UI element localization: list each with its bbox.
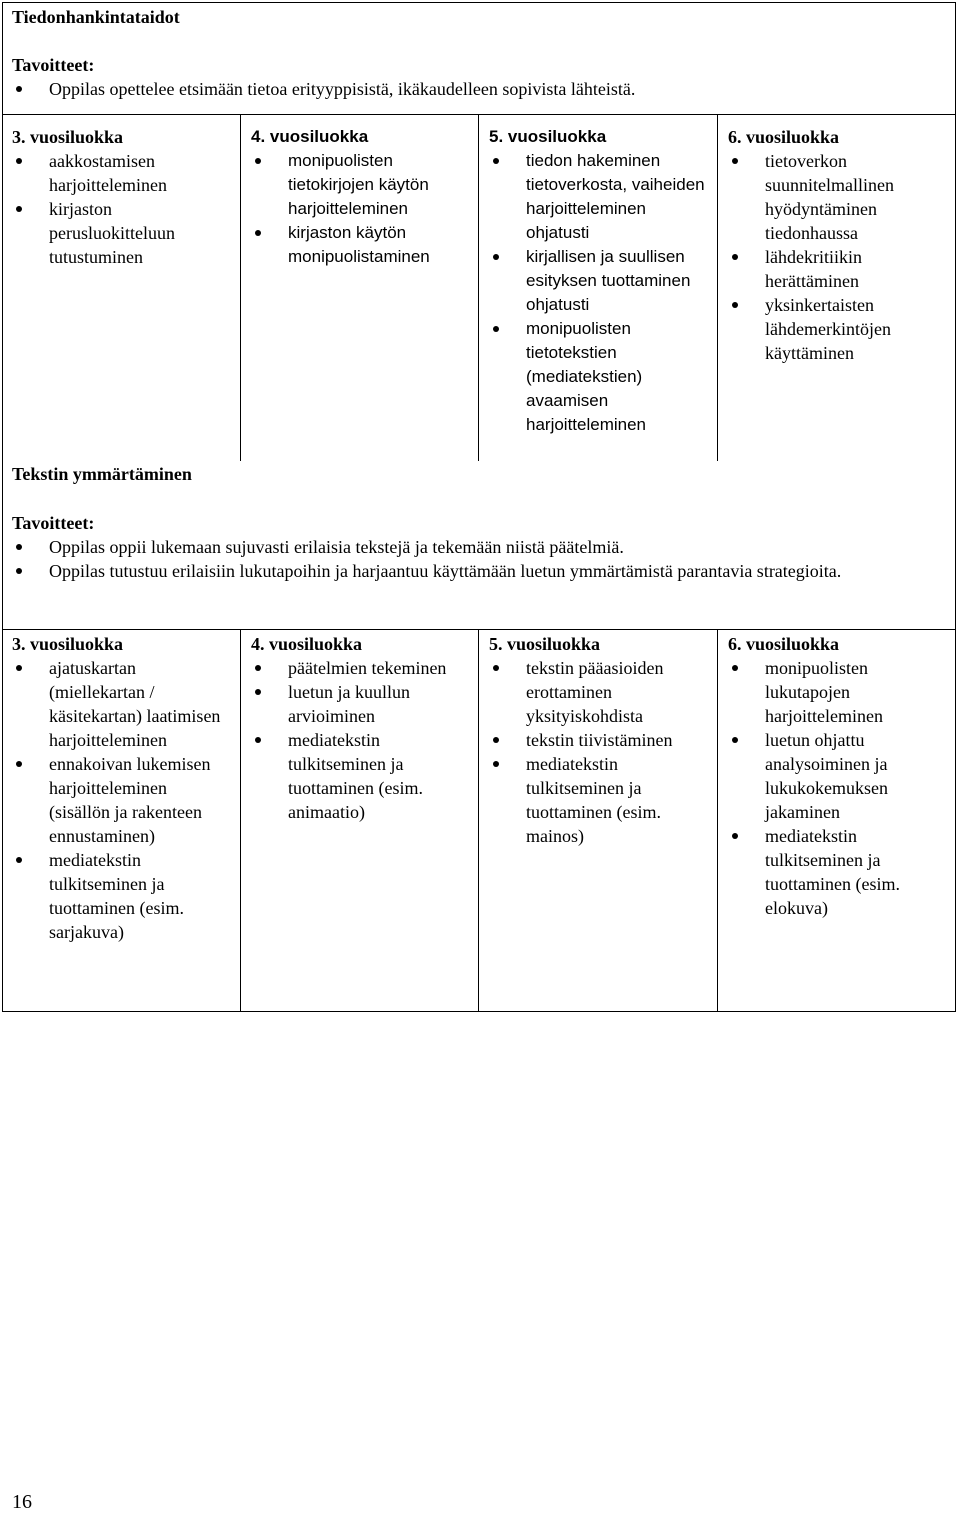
grade-column-6	[728, 125, 946, 365]
grade-label: 3. vuosiluokka	[12, 634, 124, 654]
goals-block	[12, 53, 910, 101]
column-divider	[717, 114, 718, 461]
grade-column-5	[489, 125, 707, 437]
grade-label: 5. vuosiluokka	[489, 127, 607, 146]
list-item: tietoverkon suunnitelmallinen hyödyntäminen tiedonhaussa	[728, 149, 946, 245]
list-item: kirjaston käytön monipuolistaminen	[251, 221, 469, 269]
grade-column-5	[489, 632, 707, 848]
grade-column-3	[12, 632, 230, 944]
list-item: tiedon hakeminen tietoverkosta, vaiheiden harjoitteleminen ohjatusti	[489, 149, 707, 245]
list-item: mediatekstin tulkitseminen ja tuottaminen (esim. elokuva)	[728, 824, 946, 920]
list-item: mediatekstin tulkitseminen ja tuottaminen (esim. animaatio)	[251, 728, 469, 824]
grade-label: 3. vuosiluokka	[12, 127, 124, 147]
divider	[2, 629, 956, 630]
list-item: kirjallisen ja suullisen esityksen tuottaminen ohjatusti	[489, 245, 707, 317]
column-divider	[717, 629, 718, 1012]
list-item: kirjaston perusluokitteluun tutustuminen	[12, 197, 230, 269]
section-title: Tiedonhankintataidot	[12, 7, 180, 27]
list-item: ennakoivan lukemisen harjoitteleminen (sisällön ja rakenteen ennustaminen)	[12, 752, 230, 848]
goals-heading: Tavoitteet:	[12, 55, 95, 75]
list-item: monipuolisten lukutapojen harjoitteleminen	[728, 656, 946, 728]
grade-column-4	[251, 125, 469, 269]
section-title: Tekstin ymmärtäminen	[12, 464, 192, 484]
grade-label: 6. vuosiluokka	[728, 634, 840, 654]
divider	[2, 114, 956, 115]
grade-label: 4. vuosiluokka	[251, 634, 363, 654]
goals-block	[12, 511, 910, 583]
grade-label: 4. vuosiluokka	[251, 127, 369, 146]
list-item: päätelmien tekeminen	[251, 656, 469, 680]
list-item: tekstin tiivistäminen	[489, 728, 707, 752]
column-divider	[478, 629, 479, 1012]
column-divider	[478, 114, 479, 461]
list-item: tekstin pääasioiden erottaminen yksityiskohdista	[489, 656, 707, 728]
column-divider	[240, 114, 241, 461]
goal-item: Oppilas tutustuu erilaisiin lukutapoihin ja harjaantuu käyttämään luetun ymmärtämistä parantavia strategioita.	[12, 559, 910, 583]
list-item: ajatuskartan (miellekartan / käsitekartan) laatimisen harjoitteleminen	[12, 656, 230, 752]
list-item: luetun ja kuullun arvioiminen	[251, 680, 469, 728]
goal-item: Oppilas oppii lukemaan sujuvasti erilaisia tekstejä ja tekemään niistä päätelmiä.	[12, 535, 910, 559]
grade-column-6	[728, 632, 946, 920]
grade-column-3	[12, 125, 230, 269]
goals-heading: Tavoitteet:	[12, 513, 95, 533]
column-divider	[240, 629, 241, 1012]
list-item: lähdekritiikin herättäminen	[728, 245, 946, 293]
list-item: monipuolisten tietokirjojen käytön harjoitteleminen	[251, 149, 469, 221]
page-number: 16	[12, 1491, 32, 1513]
list-item: aakkostamisen harjoitteleminen	[12, 149, 230, 197]
list-item: yksinkertaisten lähdemerkintöjen käyttäminen	[728, 293, 946, 365]
goal-item: Oppilas opettelee etsimään tietoa erityyppisistä, ikäkaudelleen sopivista lähteistä.	[12, 77, 910, 101]
grade-label: 6. vuosiluokka	[728, 127, 840, 147]
grade-column-4	[251, 632, 469, 824]
list-item: luetun ohjattu analysoiminen ja lukukokemuksen jakaminen	[728, 728, 946, 824]
list-item: monipuolisten tietotekstien (mediatekstien) avaamisen harjoitteleminen	[489, 317, 707, 437]
list-item: mediatekstin tulkitseminen ja tuottaminen (esim. mainos)	[489, 752, 707, 848]
list-item: mediatekstin tulkitseminen ja tuottaminen (esim. sarjakuva)	[12, 848, 230, 944]
grade-label: 5. vuosiluokka	[489, 634, 601, 654]
